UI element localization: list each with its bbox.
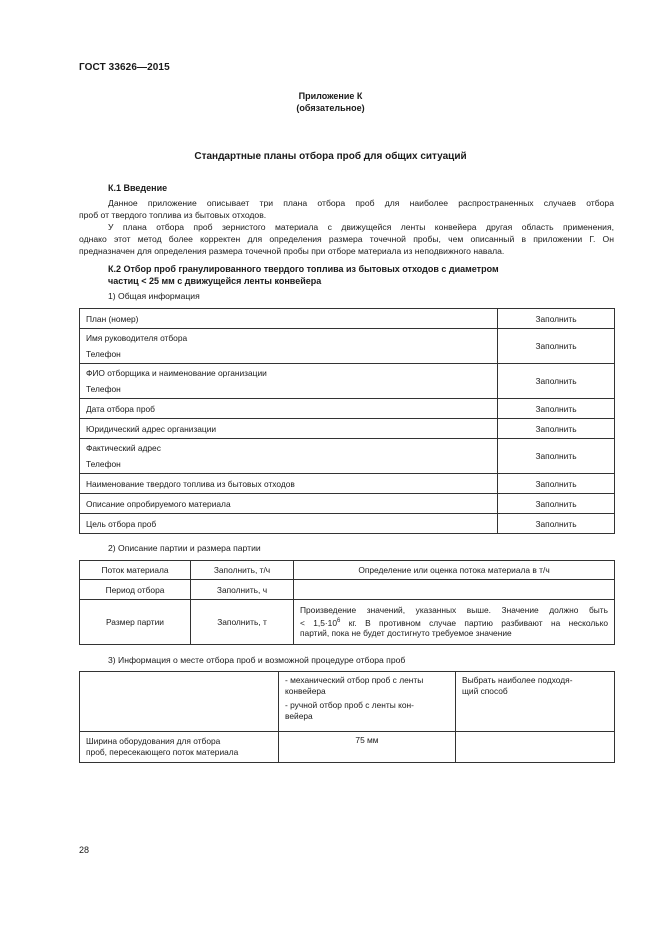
general-info-table	[79, 308, 615, 534]
table-row	[80, 309, 615, 329]
choose-line2: щий способ	[462, 686, 508, 696]
k1-p2-line3: предназначен для определения размера точечной пробы при отборе материала из неподвижного навала.	[79, 246, 505, 256]
table-row	[80, 600, 615, 645]
appendix-subtitle: (обязательное)	[296, 103, 365, 113]
k1-p2-line1: У плана отбора проб зернистого материала с движущейся ленты конвейера другая область применения,	[108, 222, 614, 232]
width-value-cell: 75 мм	[279, 732, 456, 763]
field-label-cell: Юридический адрес организации	[80, 419, 498, 439]
fill-cell: Заполнить	[498, 494, 615, 514]
header-cell: Заполнить, т/ч	[191, 561, 294, 580]
k1-p1-line2: проб от твердого топлива из бытовых отходов.	[79, 210, 267, 220]
fill-cell: Заполнить	[498, 474, 615, 494]
field-sublabel: Телефон	[86, 384, 121, 394]
k2-heading-line1: К.2 Отбор проб гранулированного твердого топлива из бытовых отходов с диаметром	[108, 264, 499, 274]
field-label-cell: План (номер)	[80, 309, 498, 329]
table-row	[80, 494, 615, 514]
header-cell: Поток материала	[80, 561, 191, 580]
fill-cell: Заполнить	[498, 514, 615, 534]
cell: Размер партии	[80, 600, 191, 645]
field-label-cell: Дата отбора проб	[80, 399, 498, 419]
batch-table	[79, 560, 615, 645]
width-label-line1: Ширина оборудования для отбора	[86, 736, 221, 746]
page-number: 28	[79, 845, 90, 855]
desc-sup: 6	[337, 617, 341, 624]
k2-sub3: 3) Информация о месте отбора проб и возможной процедуре отбора проб	[108, 655, 406, 665]
field-label: Фактический адрес	[86, 443, 161, 453]
opt1-line1: - механический отбор проб с ленты	[285, 675, 424, 685]
k1-p1-line1: Данное приложение описывает три плана отбора проб для наиболее распространенных случаев отбора	[108, 198, 614, 208]
appendix-title: Приложение К	[298, 91, 363, 101]
table-row	[80, 439, 615, 474]
fill-cell: Заполнить	[498, 329, 615, 364]
cell-empty	[80, 672, 279, 732]
width-label-line2: проб, пересекающего поток материала	[86, 747, 239, 757]
opt1-line2: конвейера	[285, 686, 326, 696]
k1-paragraph-1	[79, 197, 614, 221]
desc-line2b: кг. В противном случае партию разбивают на несколько	[340, 617, 608, 628]
table-row	[80, 329, 615, 364]
opt2-line2: вейера	[285, 711, 313, 721]
table-row	[80, 514, 615, 534]
field-label-cell: Наименование твердого топлива из бытовых отходов	[80, 474, 498, 494]
table-row	[80, 580, 615, 600]
field-label-cell: Описание опробируемого материала	[80, 494, 498, 514]
k2-heading-line2: частиц < 25 мм с движущейся ленты конвейера	[108, 276, 322, 286]
fill-cell: Заполнить	[498, 399, 615, 419]
method-options-cell	[279, 672, 456, 732]
fill-cell: Заполнить	[498, 439, 615, 474]
desc-line3: партий, пока не будет достигнуто требуемое значение	[300, 628, 512, 639]
table-row	[80, 732, 615, 763]
desc-line2a: < 1,5·10	[300, 617, 338, 628]
cell-empty	[294, 580, 615, 600]
cell: Заполнить, ч	[191, 580, 294, 600]
section-title: Стандартные планы отбора проб для общих ситуаций	[194, 151, 467, 162]
choose-line1: Выбрать наиболее подходя-	[462, 675, 573, 685]
cell-empty	[456, 732, 615, 763]
fill-cell: Заполнить	[498, 364, 615, 399]
table-row	[80, 672, 615, 732]
opt2-line1: - ручной отбор проб с ленты кон-	[285, 700, 414, 710]
header-cell: Определение или оценка потока материала в т/ч	[294, 561, 615, 580]
table-row	[80, 399, 615, 419]
field-label-cell	[80, 439, 498, 474]
desc-line2	[300, 616, 608, 629]
fill-cell: Заполнить	[498, 309, 615, 329]
k1-paragraph-2	[79, 221, 614, 257]
choose-method-cell	[456, 672, 615, 732]
field-label-cell: Цель отбора проб	[80, 514, 498, 534]
k2-sub2: 2) Описание партии и размера партии	[108, 543, 261, 553]
field-label-cell	[80, 364, 498, 399]
fill-cell: Заполнить	[498, 419, 615, 439]
field-sublabel: Телефон	[86, 459, 121, 469]
field-sublabel: Телефон	[86, 349, 121, 359]
k1-heading: К.1 Введение	[108, 183, 168, 193]
table-row	[80, 419, 615, 439]
batch-table-header	[80, 561, 615, 580]
field-label: Имя руководителя отбора	[86, 333, 188, 343]
cell: Заполнить, т	[191, 600, 294, 645]
field-label: ФИО отборщика и наименование организации	[86, 368, 267, 378]
width-label-cell	[80, 732, 279, 763]
sampling-place-table	[79, 671, 615, 763]
field-label-cell	[80, 329, 498, 364]
doc-code: ГОСТ 33626—2015	[79, 62, 170, 73]
cell: Период отбора	[80, 580, 191, 600]
k1-p2-line2: однако этот метод более корректен для определения размера точечной пробы, чем описанный в приложении Г. Он	[79, 234, 614, 244]
table-row	[80, 474, 615, 494]
table-row	[80, 364, 615, 399]
k2-sub1: 1) Общая информация	[108, 291, 200, 301]
desc-line1: Произведение значений, указанных выше. Значение должно быть	[300, 604, 608, 615]
cell-description	[294, 600, 615, 645]
